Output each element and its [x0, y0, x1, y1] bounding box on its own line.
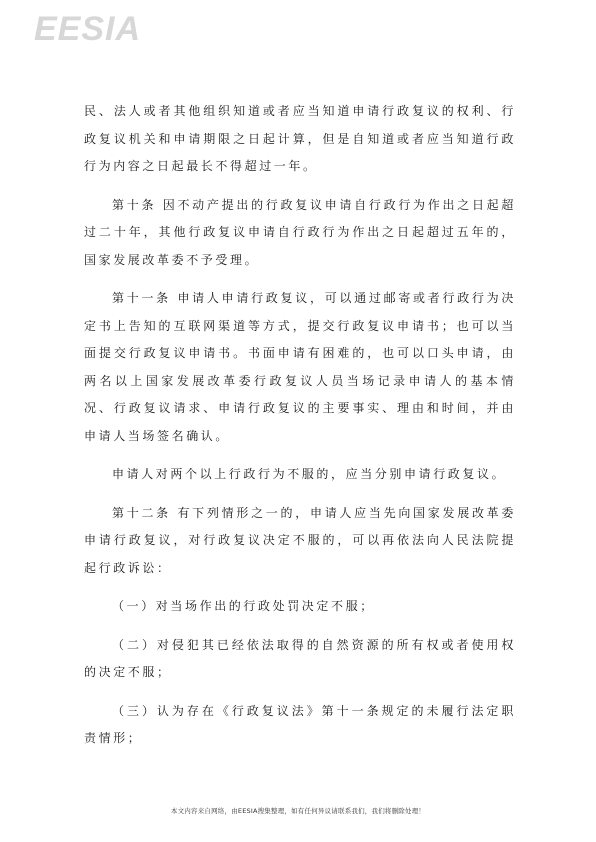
- article-10: 第十条 因不动产提出的行政复议申请自行政行为作出之日起超过二十年，其他行政复议申请自行政行为作出之日起超过五年的，国家发展改革委不予受理。: [84, 197, 516, 267]
- article-11: 第十一条 申请人申请行政复议，可以通过邮寄或者行政行为决定书上告知的互联网渠道等方式，提交行政复议申请书；也可以当面提交行政复议申请书。书面申请有困难的，也可以口头申请，由两名以上国家发展改革委行政复议人员当场记录申请人的基本情况、行政复议请求、申请行政复议的主要事实、理由和时间，并由申请人当场签名确认。: [84, 291, 516, 443]
- paragraph-continuation: 民、法人或者其他组织知道或者应当知道申请行政复议的权利、行政复议机关和申请期限之日起计算，但是自知道或者应当知道行政行为内容之日起最长不得超过一年。: [84, 104, 516, 173]
- footer-notice: 本文内容来自网络，由EESIA搜集整理，如有任何异议请联系我们，我们将删除处理！: [170, 807, 426, 815]
- article-12-item-2: （二）对侵犯其已经依法取得的自然资源的所有权或者使用权的决定不服；: [84, 637, 516, 679]
- document-body: [84, 98, 516, 764]
- article-12-item-1: （一）对当场作出的行政处罚决定不服；: [112, 599, 375, 613]
- article-12: 第十二条 有下列情形之一的，申请人应当先向国家发展改革委申请行政复议，对行政复议决定不服的，可以再依法向人民法院提起行政诉讼：: [84, 505, 516, 575]
- eesia-logo: EESIA: [34, 10, 142, 48]
- article-11-clause-2: 申请人对两个以上行政行为不服的，应当分别申请行政复议。: [112, 467, 507, 481]
- article-12-item-3: （三）认为存在《行政复议法》第十一条规定的未履行法定职责情形；: [84, 703, 516, 745]
